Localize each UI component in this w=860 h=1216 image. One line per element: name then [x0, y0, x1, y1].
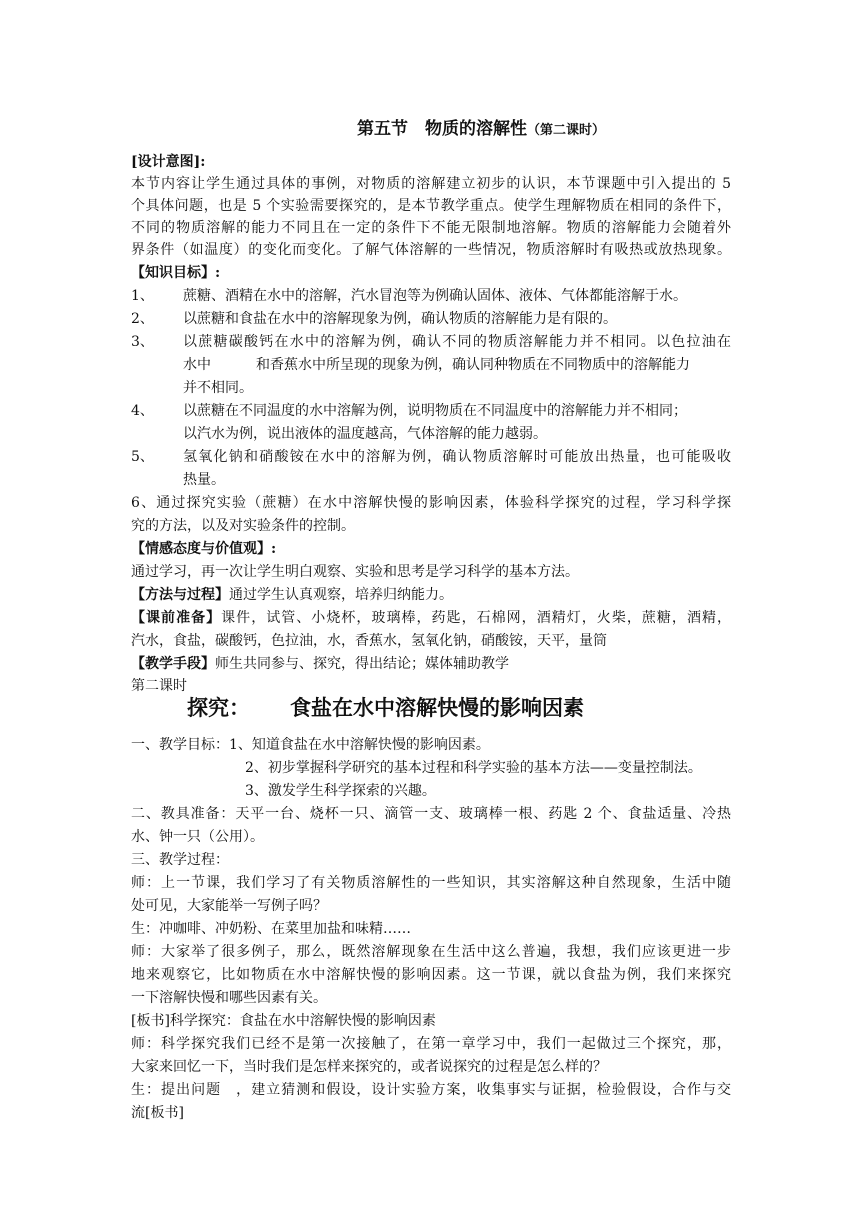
- prep-line: [131, 608, 731, 628]
- goal-item-3-cont: 并不相同。: [183, 380, 253, 396]
- emotion-heading: 【情感态度与价值观】:: [131, 541, 277, 557]
- page-title: [357, 117, 605, 143]
- process-line: 处可见，大家能举一写例子吗？: [131, 898, 327, 914]
- goal-item-1: 蔗糖、酒精在水中的溶解，汽水冒泡等为例确认固体、液体、气体都能溶解于水。: [183, 288, 687, 304]
- teaching-goal-2: 2、初步掌握科学研究的基本过程和科学实验的基本方法——变量控制法。: [245, 760, 702, 776]
- process-line: 师：大家举了很多例子，那么，既然溶解现象在生活中这么普遍，我想，我们应该更进一步: [131, 944, 731, 960]
- means-line: [131, 654, 731, 674]
- equipment-line: 二、教具准备：天平一台、烧杯一只、滴管一支、玻璃棒一根、药匙 2 个、食盐适量、冷热: [131, 806, 731, 822]
- process-line: 生：冲咖啡、冲奶粉、在菜里加盐和味精……: [131, 921, 411, 937]
- explore-title: [187, 693, 584, 723]
- equipment-line-cont: 水、钟一只（公用）。: [131, 829, 264, 845]
- prep-text-cont: 汽水，食盐，碳酸钙，色拉油，水，香蕉水，氢氧化钠，硝酸铵，天平，量筒: [131, 633, 607, 649]
- design-intent-line: 本节内容让学生通过具体的事例，对物质的溶解建立初步的认识，本节课题中引入提出的 5: [131, 176, 731, 192]
- process-line: 师：科学探究我们已经不是第一次接触了，在第一章学习中，我们一起做过三个探究，那，: [131, 1036, 731, 1052]
- goal-number: 4、: [131, 403, 154, 419]
- goal-item-4-cont: 以汽水为例，说出液体的温度越高，气体溶解的能力越弱。: [183, 426, 547, 442]
- design-intent-line: 不同的物质溶解的能力不同且在一定的条件下不能无限制地溶解。物质的溶解能力会随着外: [131, 220, 731, 236]
- design-intent-line: 个具体问题，也是 5 个实验需要探究的，是本节教学重点。使学生理解物质在相同的条件下，: [131, 198, 731, 214]
- emotion-text: 通过学习，再一次让学生明白观察、实验和思考是学习科学的基本方法。: [131, 564, 579, 580]
- explore-title-text: 食盐在水中溶解快慢的影响因素: [290, 695, 584, 720]
- knowledge-goals-heading: 【知识目标】:: [131, 265, 221, 281]
- goal-item-6: 6、通过探究实验（蔗糖）在水中溶解快慢的影响因素，体验科学探究的过程，学习科学探: [131, 495, 731, 511]
- design-intent-line: 界条件（如温度）的变化而变化。了解气体溶解的一些情况，物质溶解时有吸热或放热现象。: [131, 242, 731, 258]
- lesson-label: 第二课时: [131, 678, 187, 694]
- means-heading: 【教学手段】: [131, 656, 215, 672]
- method-text: 通过学生认真观察，培养归纳能力。: [229, 587, 453, 603]
- goal-item-3: 以蔗糖碳酸钙在水中的溶解为例，确认不同的物质溶解能力并不相同。以色拉油在: [183, 334, 731, 350]
- goal-item-5-cont: 热量。: [183, 472, 225, 488]
- process-line: 地来观察它，比如物质在水中溶解快慢的影响因素。这一节课，就以食盐为例，我们来探究: [131, 967, 731, 983]
- goal-item-3-cont: 水中: [183, 357, 211, 373]
- method-heading: 【方法与过程】: [131, 587, 229, 603]
- process-line: 一下溶解快慢和哪些因素有关。: [131, 990, 327, 1006]
- teaching-goal-1: 一、教学目标：1、知道食盐在水中溶解快慢的影响因素。: [131, 737, 490, 753]
- process-line: 流[板书]: [131, 1105, 184, 1121]
- goal-number: 3、: [131, 334, 154, 350]
- title-subtitle: （第二课时）: [527, 123, 606, 138]
- goal-number: 1、: [131, 288, 154, 304]
- prep-heading: 【课前准备】: [131, 610, 222, 626]
- process-heading: 三、教学过程：: [131, 852, 229, 868]
- goal-item-6-cont: 究的方法，以及对实验条件的控制。: [131, 518, 355, 534]
- goal-item-4: 以蔗糖在不同温度的水中溶解为例，说明物质在不同温度中的溶解能力并不相同；: [183, 403, 687, 419]
- prep-text: 课件，试管、小烧杯，玻璃棒，药匙，石棉网，酒精灯，火柴，蔗糖，酒精，: [221, 610, 732, 626]
- process-line: 师：上一节课，我们学习了有关物质溶解性的一些知识，其实溶解这种自然现象，生活中随: [131, 875, 731, 891]
- process-line: [板书]科学探究：食盐在水中溶解快慢的影响因素: [131, 1013, 436, 1029]
- goal-item-2: 以蔗糖和食盐在水中的溶解现象为例，确认物质的溶解能力是有限的。: [183, 311, 617, 327]
- title-main: 第五节 物质的溶解性: [357, 119, 527, 139]
- goal-item-5: 氢氧化钠和硝酸铵在水中的溶解为例，确认物质溶解时可能放出热量，也可能吸收: [183, 449, 731, 465]
- process-line: 生：提出问题 ，建立猜测和假设，设计实验方案，收集事实与证据，检验假设，合作与交: [131, 1082, 731, 1098]
- design-intent-heading: [设计意图]:: [131, 154, 206, 170]
- goal-number: 5、: [131, 449, 154, 465]
- teaching-goal-3: 3、激发学生科学探索的兴趣。: [245, 783, 436, 799]
- method-line: [131, 585, 731, 605]
- explore-title-label: 探究：: [187, 695, 250, 720]
- goal-number: 2、: [131, 311, 154, 327]
- process-line: 大家来回忆一下，当时我们是怎样来探究的，或者说探究的过程是怎么样的？: [131, 1059, 607, 1075]
- goal-item-3-cont: 和香蕉水中所呈现的现象为例，确认同种物质在不同物质中的溶解能力: [256, 357, 690, 373]
- means-text: 师生共同参与、探究，得出结论；媒体辅助教学: [215, 656, 509, 672]
